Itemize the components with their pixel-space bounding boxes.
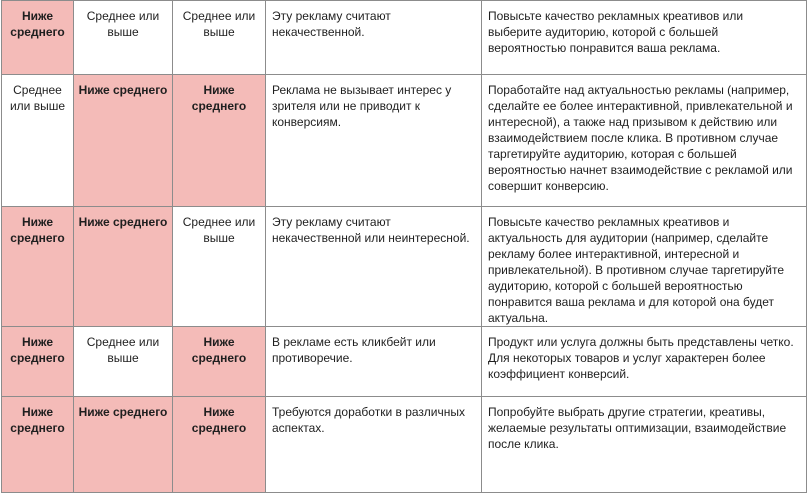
quality-rank-cell: Ниже среднего	[2, 207, 74, 327]
recommendation-cell: Попробуйте выбрать другие стратегии, креативы, желаемые результаты оптимизации, взаимодействие после клика.	[482, 397, 807, 493]
quality-rank-cell: Ниже среднего	[2, 397, 74, 493]
conversion-rank-cell: Ниже среднего	[173, 327, 266, 397]
engagement-rank-cell: Ниже среднего	[74, 75, 173, 207]
recommendation-cell: Повысьте качество рекламных креативов и актуальность для аудитории (например, сделайте рекламу более интерактивной, интересной и привлекательной). В противном случае таргетируйте аудиторию, которой с большей вероятностью понравится ваша реклама и для которой она будет актуальна.	[482, 207, 807, 327]
table-row	[2, 207, 807, 327]
engagement-rank-cell: Ниже среднего	[74, 207, 173, 327]
engagement-rank-cell: Среднее или выше	[74, 1, 173, 75]
ad-diagnostics-table	[1, 0, 807, 493]
problem-cell: Эту рекламу считают некачественной или неинтересной.	[266, 207, 482, 327]
quality-rank-cell: Ниже среднего	[2, 327, 74, 397]
conversion-rank-cell: Среднее или выше	[173, 1, 266, 75]
engagement-rank-cell: Среднее или выше	[74, 327, 173, 397]
table-row	[2, 397, 807, 493]
engagement-rank-cell: Ниже среднего	[74, 397, 173, 493]
recommendation-cell: Продукт или услуга должны быть представлены четко. Для некоторых товаров и услуг характерен более коэффициент конверсий.	[482, 327, 807, 397]
problem-cell: В рекламе есть кликбейт или противоречие.	[266, 327, 482, 397]
quality-rank-cell: Ниже среднего	[2, 1, 74, 75]
conversion-rank-cell: Ниже среднего	[173, 75, 266, 207]
recommendation-cell: Повысьте качество рекламных креативов или выберите аудиторию, которой с большей вероятностью понравится ваша реклама.	[482, 1, 807, 75]
quality-rank-cell: Среднее или выше	[2, 75, 74, 207]
conversion-rank-cell: Ниже среднего	[173, 397, 266, 493]
table-row	[2, 1, 807, 75]
conversion-rank-cell: Среднее или выше	[173, 207, 266, 327]
problem-cell: Требуются доработки в различных аспектах.	[266, 397, 482, 493]
table-row	[2, 327, 807, 397]
recommendation-cell: Поработайте над актуальностью рекламы (например, сделайте ее более интерактивной, привлекательной и интересной), а также над призывом к действию или взаимодействием после клика. В противном случае таргетируйте аудиторию, которая с большей вероятностью начнет взаимодействие с рекламой или совершит конверсию.	[482, 75, 807, 207]
problem-cell: Эту рекламу считают некачественной.	[266, 1, 482, 75]
table-row	[2, 75, 807, 207]
problem-cell: Реклама не вызывает интерес у зрителя или не приводит к конверсиям.	[266, 75, 482, 207]
